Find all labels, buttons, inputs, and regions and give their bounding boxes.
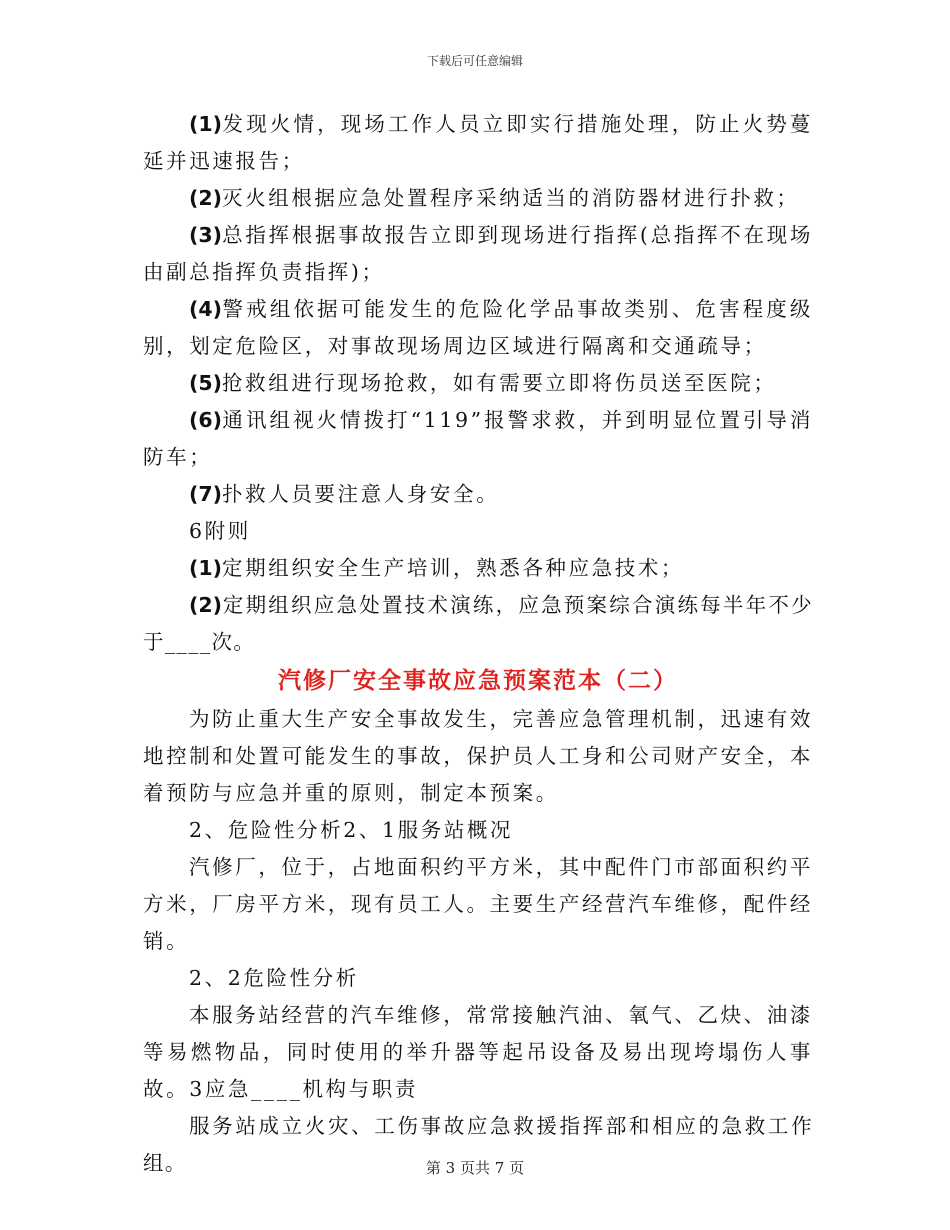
paragraph-risk: 本服务站经营的汽车维修，常常接触汽油、氧气、乙炔、油漆等易燃物品，同时使用的举升器等起吊设备及易出现垮塌伤人事故。3应急____机构与职责: [143, 1003, 813, 1101]
appendix-title: 6附则: [189, 519, 251, 543]
item-text: 警戒组依据可能发生的危险化学品事故类别、危害程度级别，划定危险区，对事故现场周边区域进行隔离和交通疏导；: [143, 297, 813, 358]
item-text: 通讯组视火情拨打“119”报警求救，并到明显位置引导消防车；: [143, 408, 813, 469]
list-item-1: [143, 106, 813, 180]
appendix-item-1: [143, 550, 813, 587]
item-text: 灭火组根据应急处置程序采纳适当的消防器材进行扑救；: [222, 186, 800, 210]
item-number: (3): [189, 223, 223, 247]
paragraph-intro: 为防止重大生产安全事故发生，完善应急管理机制，迅速有效地控制和处置可能发生的事故，保护员人工身和公司财产安全，本着预防与应急并重的原则，制定本预案。: [143, 707, 813, 805]
item-number: (2): [189, 593, 223, 617]
list-item-7: [143, 476, 813, 513]
paragraph-organization: 服务站成立火灾、工伤事故应急救援指挥部和相应的急救工作组。: [143, 1114, 813, 1175]
item-text: 抢救组进行现场抢救，如有需要立即将伤员送至医院；: [222, 371, 777, 395]
paragraph-subheading-overview: 2、危险性分析2、1服务站概况: [189, 818, 514, 842]
list-item-6: [143, 402, 813, 476]
item-text: 定期组织应急处置技术演练，应急预案综合演练每半年不少于____次。: [143, 593, 813, 654]
item-text: 发现火情，现场工作人员立即实行措施处理，防止火势蔓延并迅速报告；: [143, 112, 813, 173]
item-number: (1): [189, 112, 223, 136]
item-number: (6): [189, 408, 223, 432]
item-number: (2): [189, 186, 223, 210]
list-item-4: [143, 291, 813, 365]
list-item-3: [143, 217, 813, 291]
item-number: (1): [189, 556, 223, 580]
item-number: (7): [189, 482, 223, 506]
item-text: 总指挥根据事故报告立即到现场进行指挥(总指挥不在现场由副总指挥负责指挥)；: [143, 223, 813, 284]
item-text: 扑救人员要注意人身安全。: [222, 482, 500, 506]
list-item-5: [143, 365, 813, 402]
page-header: 下载后可任意编辑: [426, 54, 523, 68]
section-title: 汽修厂安全事故应急预案范本（二）: [278, 668, 678, 694]
paragraph-subheading-risk: 2、2危险性分析: [189, 966, 359, 990]
document-body: [143, 106, 813, 1182]
appendix-item-2: [143, 587, 813, 661]
item-number: (4): [189, 297, 223, 321]
item-number: (5): [189, 371, 223, 395]
list-item-2: [143, 180, 813, 217]
page-footer: 第 3 页共 7 页: [425, 1159, 525, 1177]
item-text: 定期组织安全生产培训，熟悉各种应急技术；: [222, 556, 685, 580]
paragraph-overview: 汽修厂，位于，占地面积约平方米，其中配件门市部面积约平方米，厂房平方米，现有员工人。主要生产经营汽车维修，配件经销。: [143, 855, 813, 953]
